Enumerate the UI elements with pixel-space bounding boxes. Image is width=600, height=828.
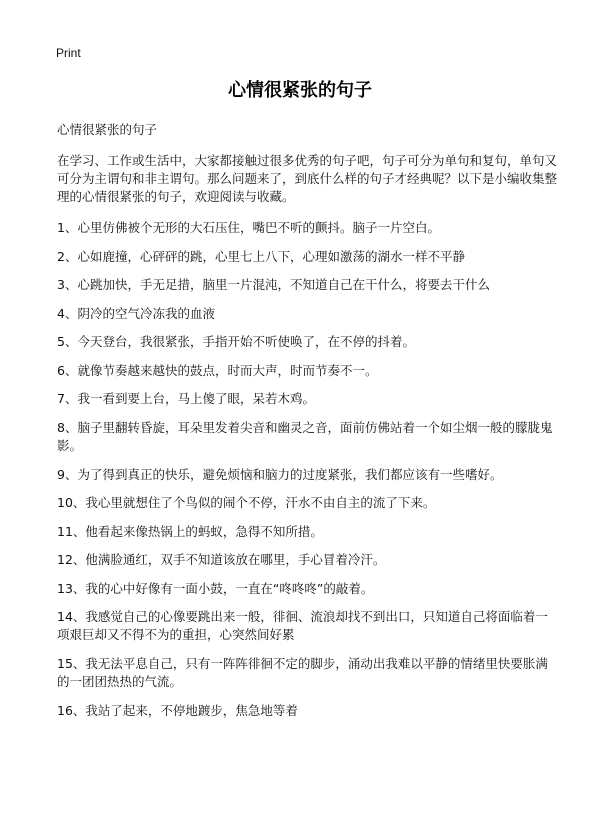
list-item: 7、我一看到要上台，马上傻了眼，呆若木鸡。	[57, 391, 315, 406]
list-item: 6、就像节奏越来越快的鼓点，时而大声，时而节奏不一。	[57, 362, 378, 378]
list-item: 11、他看起来像热锅上的蚂蚁，急得不知所措。	[57, 523, 323, 539]
list-item: 10、我心里就想住了个鸟似的闹个不停，汗水不由自主的流了下来。	[57, 495, 436, 510]
list-item: 15、我无法平息自己，只有一阵阵徘徊不定的脚步，涌动出我难以平静的情绪里快要胀满的一团团热热的气流。	[57, 656, 548, 689]
page-title: 心情很紧张的句子	[228, 80, 372, 101]
list-item: 4、阴冷的空气冷冻我的血液	[57, 305, 215, 321]
list-item: 2、心如鹿撞，心砰砰的跳，心里七上八下，心理如激荡的湖水一样不平静	[57, 248, 465, 264]
list-item: 1、心里仿佛被个无形的大石压住，嘴巴不听的颤抖。脑子一片空白。	[57, 220, 440, 235]
article-subtitle: 心情很紧张的句子	[57, 122, 158, 137]
list-item: 8、脑子里翻转昏旋，耳朵里发着尖音和幽灵之音，面前仿佛站着一个如尘烟一般的朦胧鬼影。	[57, 419, 553, 453]
print-link[interactable]: Print	[56, 46, 81, 60]
list-item: 14、我感觉自己的心像要跳出来一般，徘徊、流浪却找不到出口，只知道自己将面临着一项艰巨却又不得不为的重担，心突然间好累	[57, 609, 548, 642]
list-item: 9、为了得到真正的快乐，避免烦恼和脑力的过度紧张，我们都应该有一些嗜好。	[57, 466, 503, 482]
article-intro: 在学习、工作或生活中，大家都接触过很多优秀的句子吧，句子可分为单句和复句，单句又可分为主谓句和非主谓句。那么问题来了，到底什么样的句子才经典呢？以下是小编收集整理的心情很紧张的句子，欢迎阅读与收藏。	[57, 153, 558, 204]
list-item: 12、他满脸通红，双手不知道该放在哪里，手心冒着冷汗。	[57, 552, 386, 567]
list-item: 16、我站了起来，不停地踱步，焦急地等着	[57, 703, 298, 718]
list-item: 3、心跳加快，手无足措，脑里一片混沌，不知道自己在干什么，将要去干什么	[57, 277, 490, 292]
list-item: 13、我的心中好像有一面小鼓，一直在“咚咚咚”的敲着。	[57, 580, 374, 596]
article-body	[57, 121, 557, 731]
list-item: 5、今天登台，我很紧张，手指开始不听使唤了，在不停的抖着。	[57, 334, 415, 349]
